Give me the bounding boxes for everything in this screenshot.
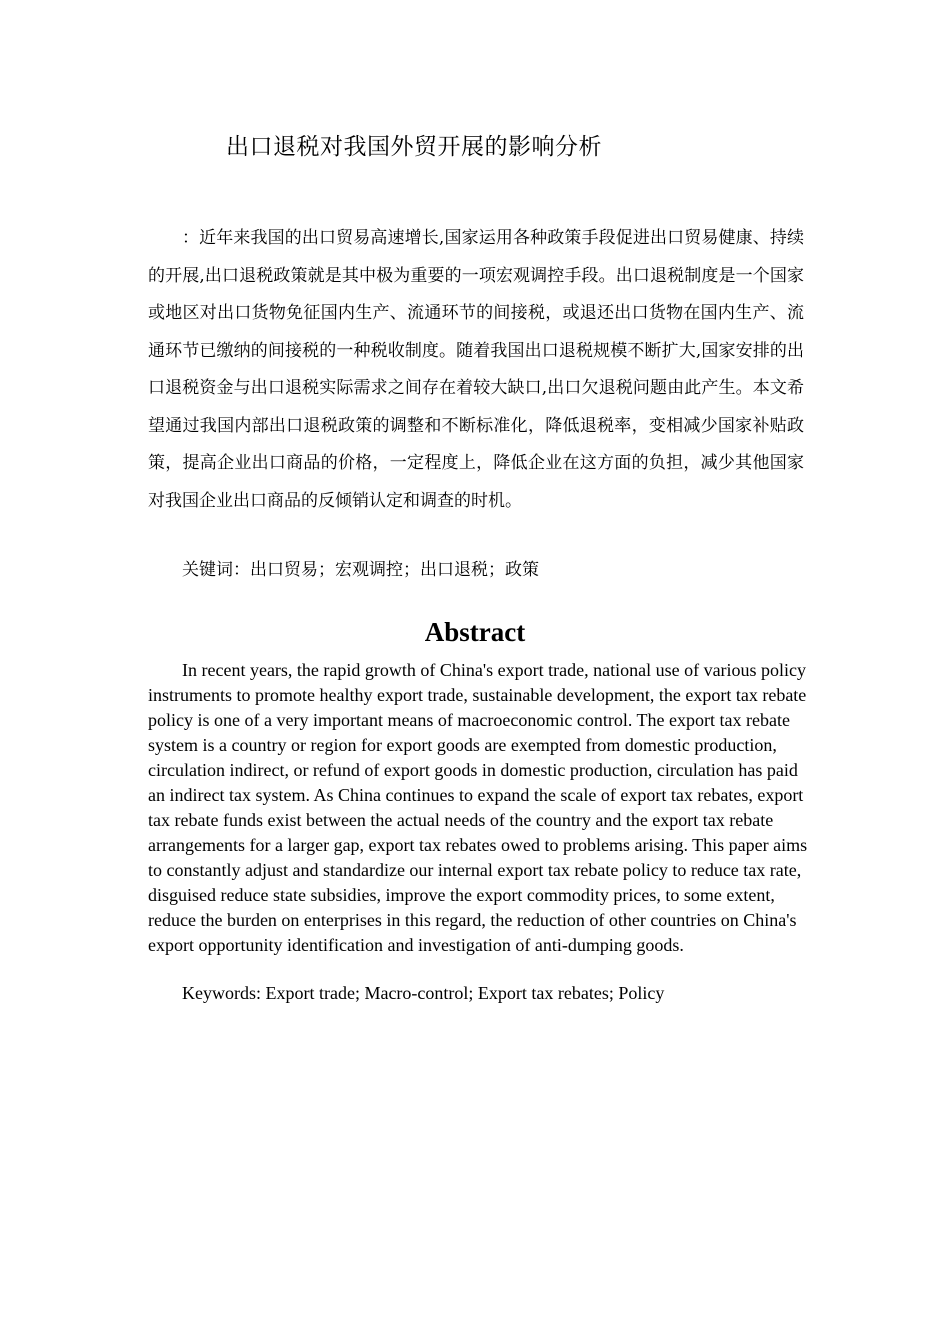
chinese-keywords: 关键词：出口贸易；宏观调控；出口退税；政策: [182, 560, 539, 580]
english-abstract-heading: Abstract: [424, 617, 526, 647]
english-abstract-paragraph: In recent years, the rapid growth of China's export trade, national use of various policy instruments to promote healthy export trade, sustainable development, the export tax rebate policy is one of a very important means of macroeconomic control. The export tax rebate system is a country or region for export goods are exempted from domestic production, circulation indirect, or refund of export goods in domestic production, circulation has paid an indirect tax system. As China continues to expand the scale of export tax rebates, export tax rebate funds exist between the actual needs of the country and the export tax rebate arrangements for a larger gap, export tax rebates owed to problems arising. This paper aims to constantly adjust and standardize our internal export tax rebate policy to reduce tax rate, disguised reduce state subsidies, improve the export commodity prices, to some extent, reduce the burden on enterprises in this regard, the reduction of other countries on China's export opportunity identification and investigation of anti-dumping goods.: [148, 660, 808, 955]
chinese-title: 出口退税对我国外贸开展的影响分析: [226, 134, 602, 160]
english-keywords: Keywords: Export trade; Macro-control; Export tax rebates; Policy: [182, 983, 665, 1003]
chinese-abstract-paragraph: ：近年来我国的出口贸易高速增长,国家运用各种政策手段促进出口贸易健康、持续的开展,出口退税政策就是其中极为重要的一项宏观调控手段。出口退税制度是一个国家或地区对出口货物免征国内生产、流通环节的间接税，或退还出口货物在国内生产、流通环节已缴纳的间接税的一种税收制度。随着我国出口退税规模不断扩大,国家安排的出口退税资金与出口退税实际需求之间存在着较大缺口,出口欠退税问题由此产生。本文希望通过我国内部出口退税政策的调整和不断标准化，降低退税率，变相减少国家补贴政策，提高企业出口商品的价格，一定程度上，降低企业在这方面的负担，减少其他国家对我国企业出口商品的反倾销认定和调查的时机。: [148, 228, 804, 511]
